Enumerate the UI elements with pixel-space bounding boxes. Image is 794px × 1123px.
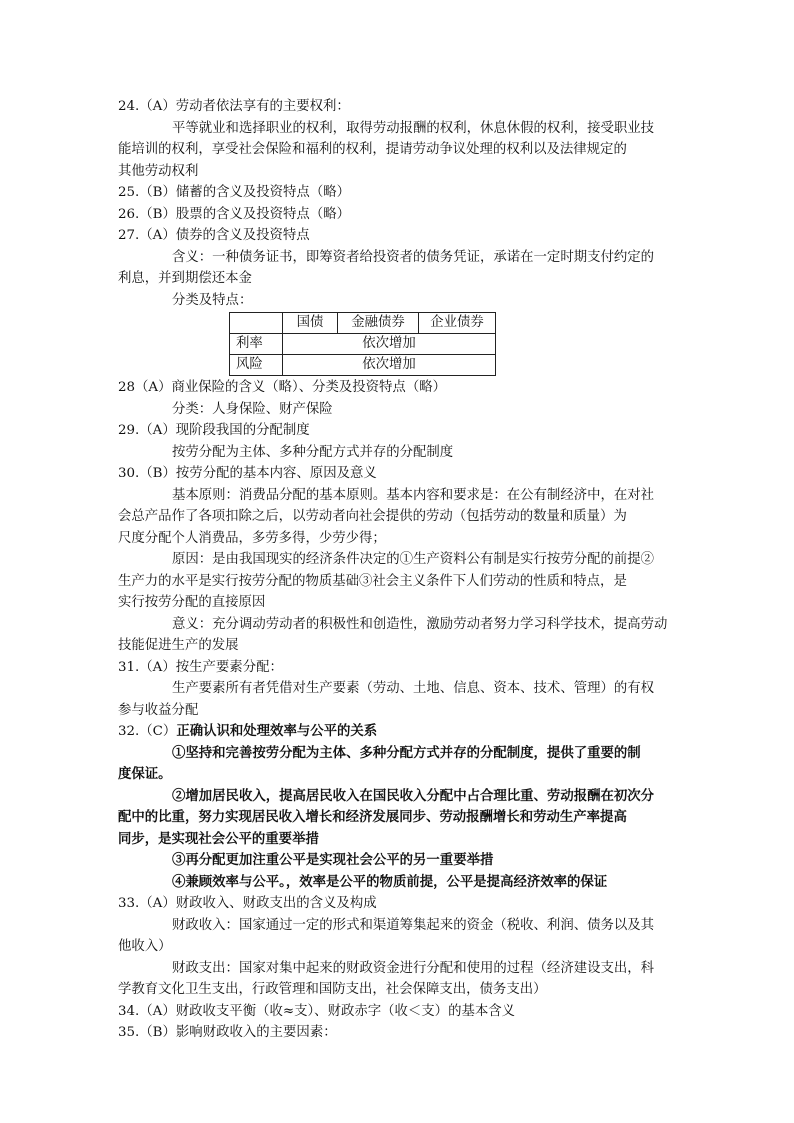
item-31-body-line: 生产要素所有者凭借对生产要素（劳动、土地、信息、资本、技术、管理）的有权: [172, 681, 655, 696]
item-32-point-line: 度保证。: [118, 766, 172, 782]
item-26-title: 26.（B）股票的含义及投资特点（略）: [118, 206, 350, 222]
item-32-title-prefix: 32.（C）: [118, 724, 177, 739]
table-header-cell: 国债: [283, 313, 338, 334]
item-33-expense-line: 财政支出：国家对集中起来的财政资金进行分配和使用的过程（经济建设支出，科: [172, 960, 655, 976]
item-24-body-line: 平等就业和选择职业的权利，取得劳动报酬的权利，休息休假的权利，接受职业技: [172, 120, 655, 136]
item-30-meaning-line: 技能促进生产的发展: [118, 638, 239, 653]
table-row-label: 风险: [230, 355, 283, 376]
item-24-body-line: 其他劳动权利: [118, 163, 199, 179]
item-30-principle-line: 尺度分配个人消费品，多劳多得，少劳少得；: [118, 530, 386, 546]
item-24-body-line: 能培训的权利，享受社会保险和福利的权利，提请劳动争议处理的权利以及法律规定的: [118, 142, 627, 157]
bond-comparison-table: [229, 312, 496, 376]
item-30-reason-line: 原因：是由我国现实的经济条件决定的①生产资料公有制是实行按劳分配的前提②: [172, 552, 655, 567]
item-30-reason-line: 生产力的水平是实行按劳分配的物质基础③社会主义条件下人们劳动的性质和特点，是: [118, 573, 627, 589]
table-cell: 依次增加: [283, 334, 496, 355]
item-33-expense-line: 学教育文化卫生支出，行政管理和国防支出，社会保障支出，债务支出）: [118, 982, 547, 997]
item-33-title: 33.（A）财政收入、财政支出的含义及构成: [118, 896, 377, 911]
item-32-point-line: 同步，是实现社会公平的重要举措: [118, 830, 319, 847]
item-29-title: 29.（A）现阶段我国的分配制度: [118, 423, 310, 438]
item-25-title: 25.（B）储蓄的含义及投资特点（略）: [118, 185, 350, 200]
table-row: [230, 334, 496, 355]
item-29-body: 按劳分配为主体、多种分配方式并存的分配制度: [172, 444, 454, 460]
item-32-point-line: 配中的比重，努力实现居民收入增长和经济发展同步、劳动报酬增长和劳动生产率提高: [118, 809, 627, 825]
item-31-title: 31.（A）按生产要素分配：: [118, 659, 283, 675]
item-27-title: 27.（A）债券的含义及投资特点: [118, 228, 310, 243]
item-31-body-line: 参与收益分配: [118, 702, 199, 718]
table-row-label: 利率: [230, 334, 283, 355]
item-27-meaning-line: 利息，并到期偿还本金: [118, 271, 252, 286]
item-32-point-line: ②增加居民收入，提高居民收入在国民收入分配中占合理比重、劳动报酬在初次分: [172, 787, 655, 804]
item-33-income-line: 他收入）: [118, 939, 172, 954]
item-32-point-line: ①坚持和完善按劳分配为主体、多种分配方式并存的分配制度，提供了重要的制: [172, 744, 641, 761]
table-header-cell: 企业债券: [419, 313, 496, 334]
item-30-title: 30.（B）按劳分配的基本内容、原因及意义: [118, 466, 377, 481]
table-header-row: [230, 313, 496, 334]
item-30-reason-line: 实行按劳分配的直接原因: [118, 595, 266, 610]
item-35-title: 35.（B）影响财政收入的主要因素：: [118, 1025, 337, 1040]
item-30-principle-line: 会总产品作了各项扣除之后，以劳动者向社会提供的劳动（包括劳动的数量和质量）为: [118, 509, 627, 524]
item-28-class-line: 分类：人身保险、财产保险: [172, 401, 333, 417]
item-30-meaning-line: 意义：充分调动劳动者的积极性和创造性，激励劳动者努力学习科学技术，提高劳动: [172, 616, 668, 632]
item-24-title: 24.（A）劳动者依法享有的主要权利：: [118, 99, 350, 114]
item-32-point-line: ③再分配更加注重公平是实现社会公平的另一重要举措: [172, 852, 494, 868]
table-cell: 依次增加: [283, 355, 496, 376]
item-34-title: 34.（A）财政收支平衡（收≈支）、财政赤字（收＜支）的基本含义: [118, 1003, 516, 1019]
item-32-point-line: ④兼顾效率与公平。，效率是公平的物质前提，公平是提高经济效率的保证: [172, 873, 608, 890]
item-32-title: [118, 721, 678, 743]
table-header-cell: 金融债券: [338, 313, 419, 334]
item-28-title: 28（A）商业保险的含义（略）、分类及投资特点（略）: [118, 380, 446, 395]
table-header-cell: [230, 313, 283, 334]
item-27-meaning-line: 含义：一种债务证书，即筹资者给投资者的债务凭证，承诺在一定时期支付约定的: [172, 249, 655, 265]
item-32-title-bold: 正确认识和处理效率与公平的关系: [176, 723, 378, 739]
document-page: [118, 96, 678, 1044]
item-27-class-label: 分类及特点：: [172, 292, 253, 308]
item-33-income-line: 财政收入：国家通过一定的形式和渠道筹集起来的资金（税收、利润、债务以及其: [172, 917, 655, 933]
table-row: [230, 355, 496, 376]
item-30-principle-line: 基本原则：消费品分配的基本原则。基本内容和要求是：在公有制经济中，在对社: [172, 487, 655, 503]
